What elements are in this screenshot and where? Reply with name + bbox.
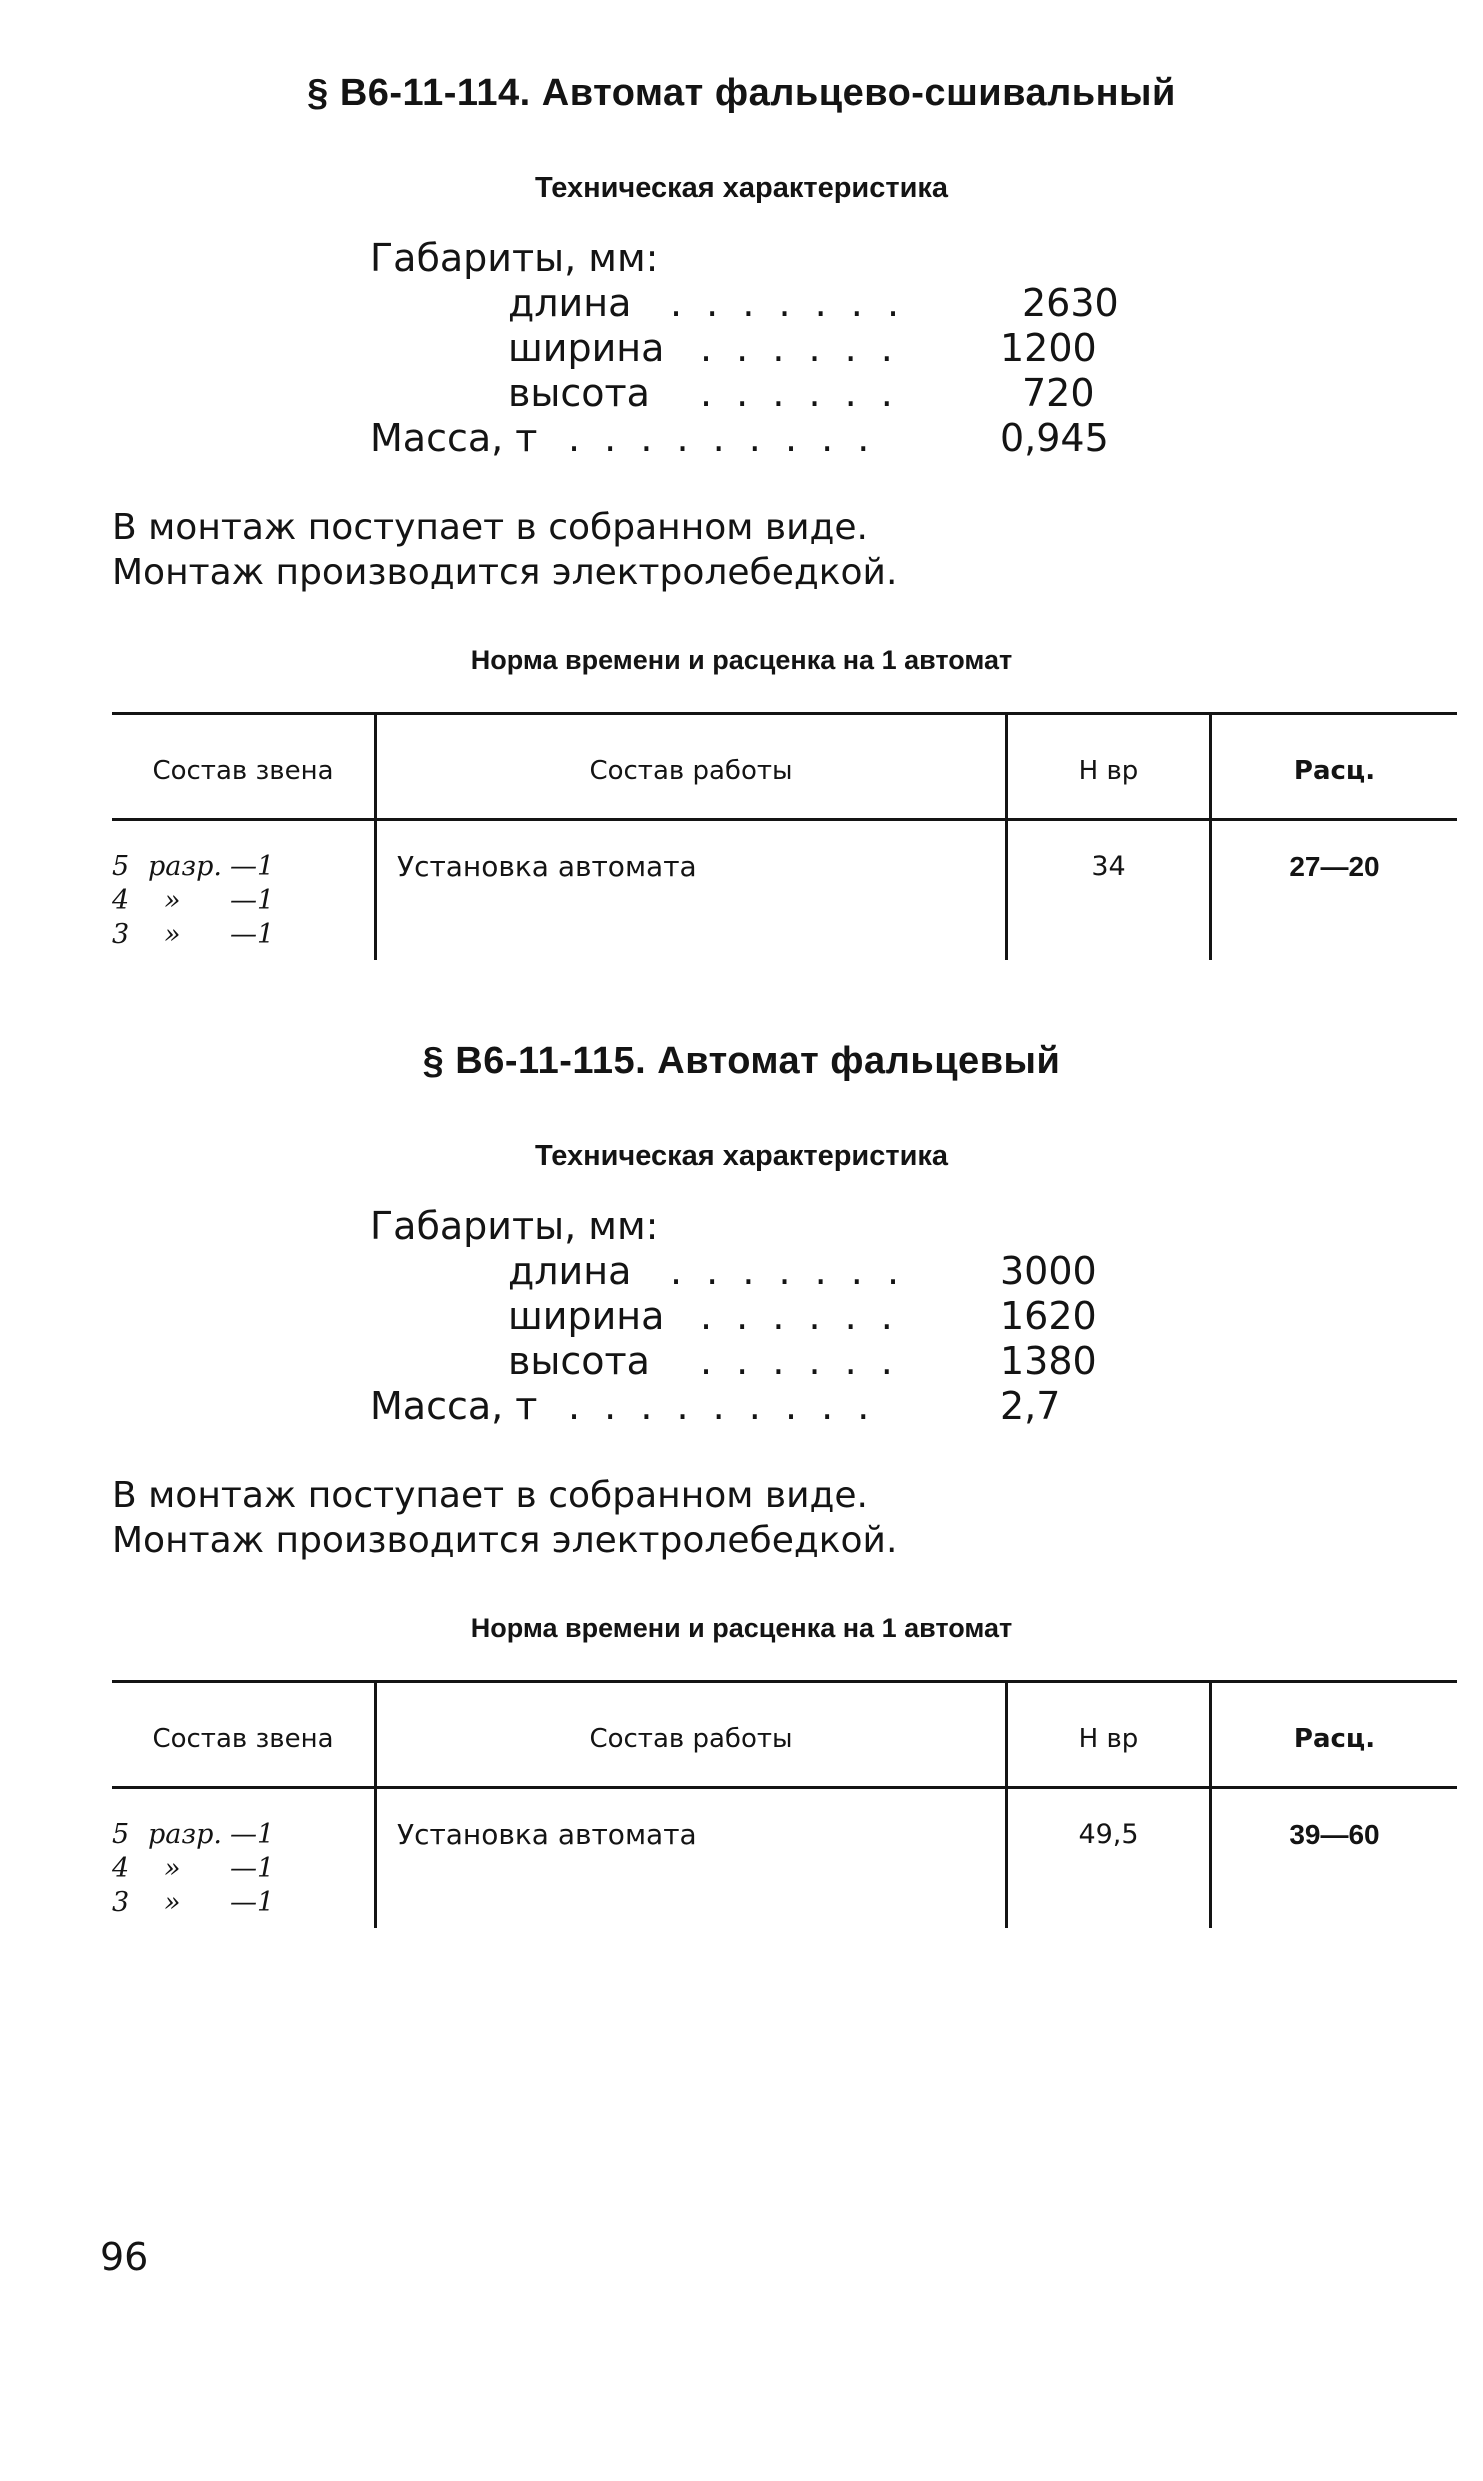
- spec-label: высота: [508, 1339, 650, 1383]
- spec-dimensions-label-row: [370, 236, 1130, 281]
- table-header-rule: [112, 818, 1457, 821]
- header-hours: Н вр: [1078, 1724, 1139, 1754]
- spec-value: 0,945: [1000, 416, 1109, 460]
- crew-grade: 4: [112, 1853, 130, 1884]
- dimensions-label: Габариты, мм:: [370, 1204, 659, 1248]
- note-line: Монтаж производится электролебедкой.: [112, 1520, 898, 1561]
- specs-subheading: Техническая характеристика: [534, 172, 949, 204]
- spec-row-mass: [370, 1384, 1130, 1429]
- work-description: Установка автомата: [397, 1818, 697, 1851]
- column-divider: [1005, 1680, 1008, 1928]
- time-norm-value: 49,5: [1078, 1819, 1139, 1850]
- crew-unit: разр.: [148, 1819, 222, 1850]
- installation-note: [112, 505, 897, 595]
- spec-value: 1620: [1000, 1294, 1097, 1338]
- spec-value: 2,7: [1000, 1384, 1061, 1428]
- spec-row-length: [370, 281, 1130, 326]
- spec-label: Масса, т: [370, 1384, 538, 1428]
- installation-note: [112, 1473, 897, 1563]
- rate-value: 27—20: [1289, 851, 1380, 882]
- header-rate: Расц.: [1293, 756, 1376, 786]
- header-crew: Состав звена: [152, 756, 334, 786]
- dot-leader: . . . . . . .: [670, 281, 906, 325]
- crew-unit: разр.: [148, 851, 222, 882]
- spec-row-height: [370, 1339, 1130, 1384]
- dot-leader: . . . . . .: [700, 371, 899, 415]
- header-work: Состав работы: [589, 1724, 793, 1754]
- crew-count: —1: [230, 1853, 275, 1884]
- section-heading: § В6-11-114. Автомат фальцево-сшивальный: [307, 72, 1176, 114]
- spec-label: ширина: [508, 1294, 665, 1338]
- crew-unit: »: [164, 1887, 181, 1918]
- spec-label: Масса, т: [370, 416, 538, 460]
- dot-leader: . . . . . . .: [670, 1249, 906, 1293]
- dot-leader: . . . . . . . . .: [568, 416, 876, 460]
- table-header-rule: [112, 1786, 1457, 1789]
- crew-unit: »: [164, 885, 181, 916]
- column-divider: [374, 712, 377, 960]
- crew-count: —1: [230, 885, 275, 916]
- crew-unit: »: [164, 1853, 181, 1884]
- crew-count: —1: [230, 1819, 275, 1850]
- norm-table: [112, 712, 1457, 962]
- crew-unit: »: [164, 919, 181, 950]
- dot-leader: . . . . . .: [700, 1294, 899, 1338]
- spec-label: высота: [508, 371, 650, 415]
- column-divider: [1209, 712, 1212, 960]
- spec-row-length: [370, 1249, 1130, 1294]
- column-divider: [1005, 712, 1008, 960]
- spec-row-width: [370, 326, 1130, 371]
- table-title: Норма времени и расценка на 1 автомат: [470, 1613, 1013, 1643]
- spec-row-height: [370, 371, 1130, 416]
- note-line: Монтаж производится электролебедкой.: [112, 552, 898, 593]
- crew-grade: 4: [112, 885, 130, 916]
- table-title: Норма времени и расценка на 1 автомат: [470, 645, 1013, 675]
- spec-row-mass: [370, 416, 1130, 461]
- norm-table: [112, 1680, 1457, 1930]
- spec-dimensions-label-row: [370, 1204, 1130, 1249]
- technical-specs: [370, 1204, 1130, 1429]
- spec-label: длина: [508, 1249, 632, 1293]
- spec-label: длина: [508, 281, 632, 325]
- header-hours: Н вр: [1078, 756, 1139, 786]
- page-number: 96: [100, 2235, 149, 2279]
- crew-count: —1: [230, 1887, 275, 1918]
- specs-subheading: Техническая характеристика: [534, 1140, 949, 1172]
- dot-leader: . . . . . . . . .: [568, 1384, 876, 1428]
- spec-value: 1200: [1000, 326, 1097, 370]
- rate-value: 39—60: [1289, 1819, 1380, 1850]
- crew-count: —1: [230, 851, 275, 882]
- crew-grade: 5: [112, 851, 130, 882]
- dot-leader: . . . . . .: [700, 1339, 899, 1383]
- column-divider: [374, 1680, 377, 1928]
- table-top-rule: [112, 712, 1457, 715]
- spec-label: ширина: [508, 326, 665, 370]
- header-work: Состав работы: [589, 756, 793, 786]
- table-top-rule: [112, 1680, 1457, 1683]
- spec-row-width: [370, 1294, 1130, 1339]
- column-divider: [1209, 1680, 1212, 1928]
- header-crew: Состав звена: [152, 1724, 334, 1754]
- work-description: Установка автомата: [397, 850, 697, 883]
- note-line: В монтаж поступает в собранном виде.: [112, 1475, 868, 1516]
- spec-value: 1380: [1000, 1339, 1097, 1383]
- technical-specs: [370, 236, 1130, 461]
- crew-grade: 5: [112, 1819, 130, 1850]
- spec-value: 3000: [1000, 1249, 1097, 1293]
- crew-grade: 3: [112, 919, 130, 950]
- dot-leader: . . . . . .: [700, 326, 899, 370]
- note-line: В монтаж поступает в собранном виде.: [112, 507, 868, 548]
- time-norm-value: 34: [1091, 851, 1126, 882]
- header-rate: Расц.: [1293, 1724, 1376, 1754]
- crew-grade: 3: [112, 1887, 130, 1918]
- spec-value: 720: [1022, 371, 1095, 415]
- spec-value: 2630: [1022, 281, 1119, 325]
- crew-count: —1: [230, 919, 275, 950]
- section-heading: § В6-11-115. Автомат фальцевый: [422, 1040, 1061, 1082]
- dimensions-label: Габариты, мм:: [370, 236, 659, 280]
